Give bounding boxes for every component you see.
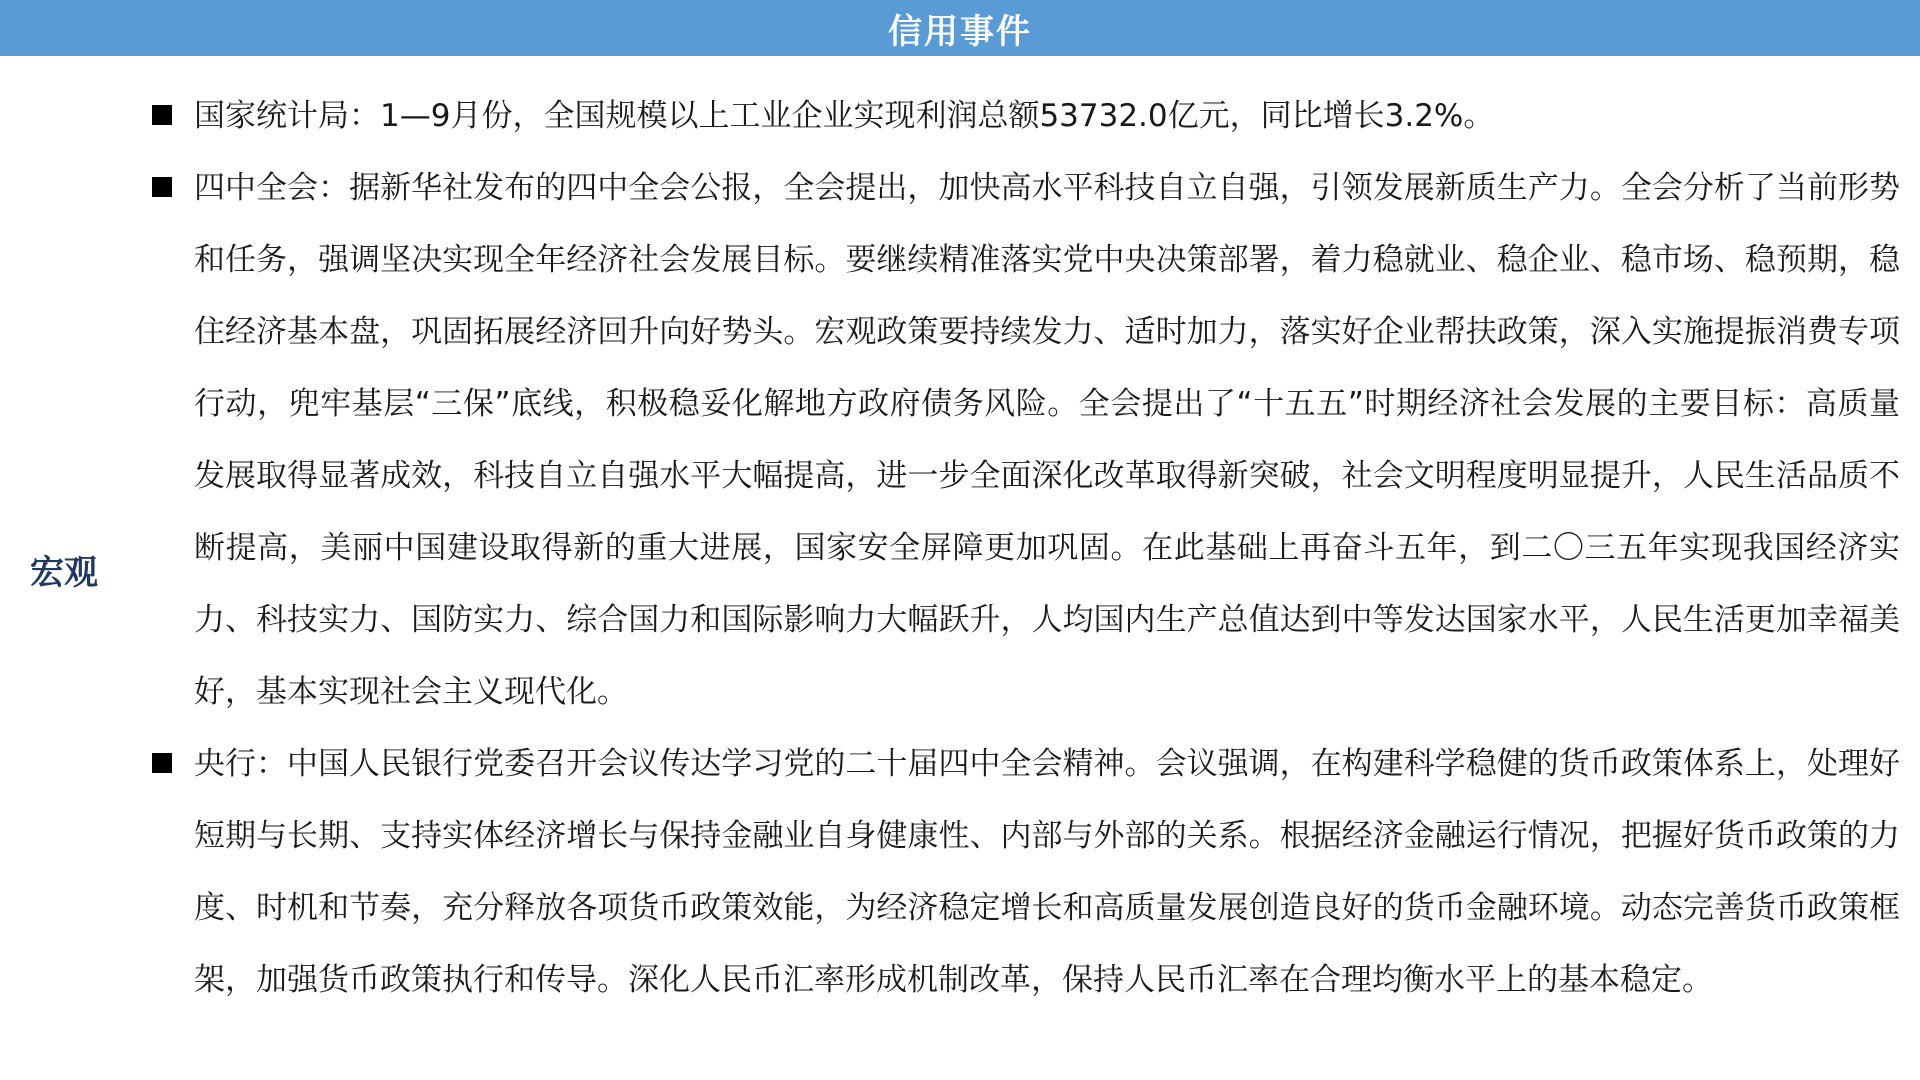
header-bar: [0, 0, 1920, 56]
news-item-stats-bureau: [148, 80, 1900, 152]
news-item-text: 央行：中国人民银行党委召开会议传达学习党的二十届四中全会精神。会议强调，在构建科学稳健的货币政策体系上，处理好短期与长期、支持实体经济增长与保持金融业自身健康性、内部与外部的关系。根据经济金融运行情况，把握好货币政策的力度、时机和节奏，充分释放各项货币政策效能，为经济稳定增长和高质量发展创造良好的货币金融环境。动态完善货币政策框架，加强货币政策执行和传导。深化人民币汇率形成机制改革，保持人民币汇率在合理均衡水平上的基本稳定。: [194, 746, 1900, 998]
news-item-text: 四中全会：据新华社发布的四中全会公报，全会提出，加快高水平科技自立自强，引领发展新质生产力。全会分析了当前形势和任务，强调坚决实现全年经济社会发展目标。要继续精准落实党中央决策部署，着力稳就业、稳企业、稳市场、稳预期，稳住经济基本盘，巩固拓展经济回升向好势头。宏观政策要持续发力、适时加力，落实好企业帮扶政策，深入实施提振消费专项行动，兜牢基层“三保”底线，积极稳妥化解地方政府债务风险。全会提出了“十五五”时期经济社会发展的主要目标：高质量发展取得显著成效，科技自立自强水平大幅提高，进一步全面深化改革取得新突破，社会文明程度明显提升，人民生活品质不断提高，美丽中国建设取得新的重大进展，国家安全屏障更加巩固。在此基础上再奋斗五年，到二〇三五年实现我国经济实力、科技实力、国防实力、综合国力和国际影响力大幅跃升，人均国内生产总值达到中等发达国家水平，人民生活更加幸福美好，基本实现社会主义现代化。: [194, 170, 1900, 710]
news-list: [148, 80, 1900, 1016]
square-bullet-icon: [152, 753, 172, 773]
section-label-macro: 宏观: [30, 553, 98, 593]
square-bullet-icon: [152, 177, 172, 197]
page-title: 信用事件: [888, 11, 1032, 52]
news-item-fourth-plenum: [148, 152, 1900, 728]
square-bullet-icon: [152, 105, 172, 125]
news-item-text: 国家统计局：1—9月份，全国规模以上工业企业实现利润总额53732.0亿元，同比增长3.2%。: [194, 98, 1495, 134]
news-item-central-bank: [148, 728, 1900, 1016]
